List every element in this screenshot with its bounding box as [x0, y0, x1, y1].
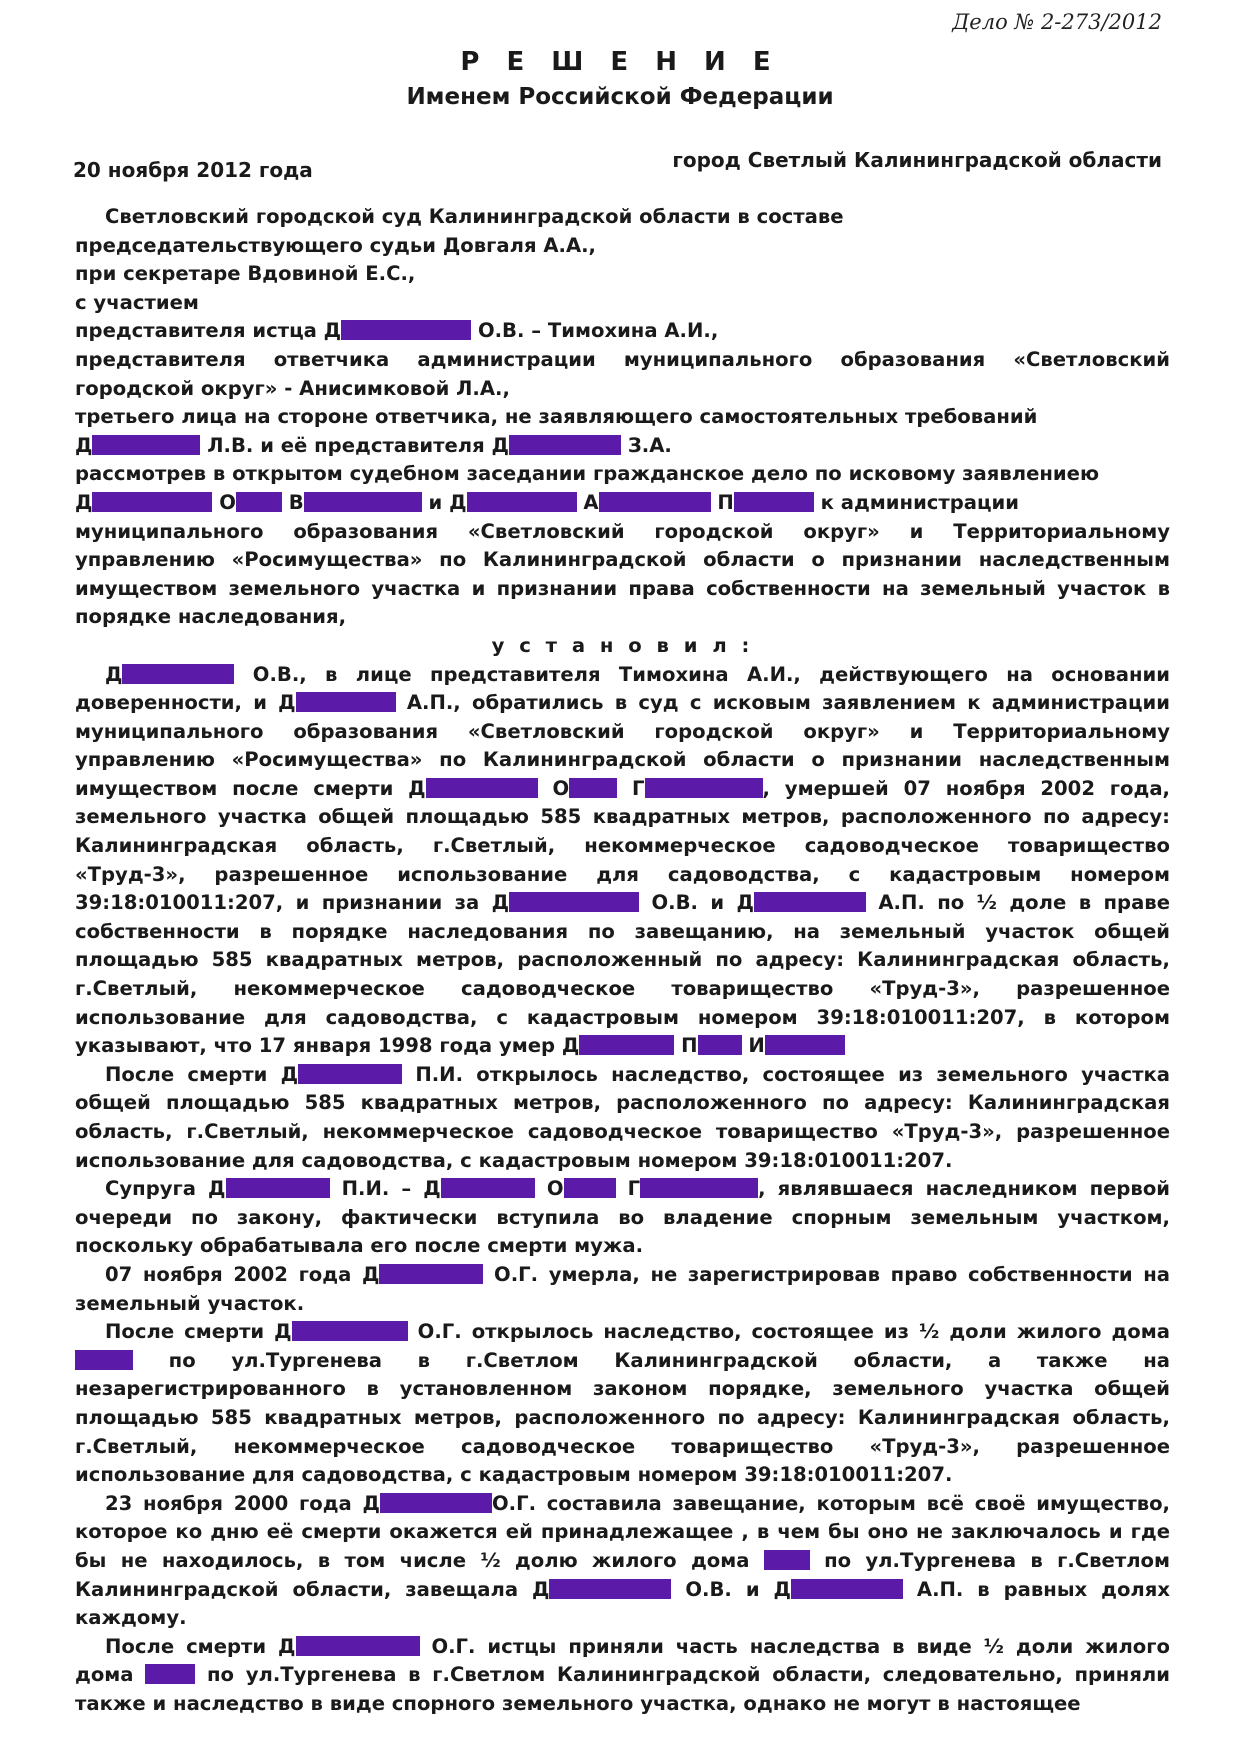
redaction-bar	[467, 492, 577, 512]
redaction-bar	[296, 1636, 420, 1656]
defendant-representative-line: представителя ответчика администрации муниципального образования «Светловский городской округ» - Анисимковой Л.А.,	[75, 347, 1170, 400]
text-span: А	[583, 490, 599, 514]
redaction-bar	[765, 1035, 845, 1055]
paragraph-inheritance	[75, 1061, 1170, 1175]
redaction-bar	[298, 1064, 402, 1084]
text-span: Супруга Д	[105, 1177, 226, 1201]
text-span: по ул.Тургенева в г.Светлом Калининградской области, а также на незарегистрированного в установленном законом порядке, земельного участка общей площадью 585 квадратных метров, расположенного по адресу: Калининградская область, г.Светлый, некоммерческое садоводческое товарищество «Труд-3», разрешенное использование для садоводства, с кадастровым номером 39:18:010011:207.	[75, 1348, 1170, 1487]
text-span: П.И. – Д	[341, 1177, 441, 1201]
redaction-bar	[145, 1664, 195, 1684]
redaction-bar	[509, 892, 639, 912]
established-heading: у с т а н о в и л :	[491, 633, 754, 657]
redaction-bar	[754, 892, 866, 912]
text-span: П	[681, 1034, 698, 1058]
redaction-bar	[380, 1493, 492, 1513]
redaction-bar	[304, 492, 422, 512]
participation-line: с участием	[75, 290, 199, 314]
third-party-name-line	[75, 432, 1170, 461]
redaction-bar	[645, 778, 763, 798]
judge-line: председательствующего судьи Довгаля А.А.,	[75, 233, 597, 257]
third-party-line: третьего лица на стороне ответчика, не заявляющего самостоятельных требований	[75, 405, 1038, 429]
decision-date: 20 ноября 2012 года	[73, 158, 313, 182]
text-span: О.В. – Тимохина А.И.,	[477, 319, 719, 343]
redaction-bar	[640, 1178, 758, 1198]
case-number: Дело № 2-273/2012	[952, 10, 1162, 34]
text-span: представителя истца Д	[75, 319, 342, 343]
text-span: Г	[627, 1177, 641, 1201]
case-review-line: рассмотрев в открытом судебном заседании гражданское дело по исковому заявлениею	[75, 462, 1099, 486]
plaintiff-representative-line	[75, 317, 1170, 346]
text-span: к администрации	[820, 490, 1020, 514]
redaction-bar	[426, 778, 538, 798]
text-span: А.П., обратились в суд с исковым заявлением к администрации муниципального образования «Светловский городской округ» и Территориальному управлению «Росимущества» по Калининградской области о признании наследственным имуществом после смерти Д	[75, 691, 1170, 800]
text-span: О.В., в лице представителя Тимохина А.И., действующего на основании доверенности, и Д	[75, 662, 1170, 715]
redaction-bar	[564, 1178, 616, 1198]
text-span: , являвшаеся наследником первой очереди по закону, фактически вступила во владение спорным земельным участком, поскольку обрабатывала его после смерти мужа.	[75, 1177, 1171, 1258]
claim-subject-line: муниципального образования «Светловский городской округ» и Территориальному управлению «Росимущества» по Калининградской области о признании наследственным имуществом земельного участка и признании права собственности на земельный участок в порядке наследования,	[75, 519, 1170, 629]
redaction-bar	[599, 492, 711, 512]
paragraph-will	[75, 1490, 1170, 1633]
redaction-bar	[296, 692, 396, 712]
text-span: О.Г. умерла, не зарегистрировав право собственности на земельный участок.	[75, 1262, 1170, 1315]
text-span: П.И. открылось наследство, состоящее из земельного участка общей площадью 585 квадратных метров, расположенного по адресу: Калининградская область, г.Светлый, некоммерческое садоводческое товарищество «Труд-3», разрешенное использование для садоводства, с кадастровым номером 39:18:010011:207.	[75, 1062, 1171, 1172]
secretary-line: при секретаре Вдовиной Е.С.,	[75, 262, 416, 286]
redaction-bar	[698, 1035, 742, 1055]
text-span: Д	[75, 490, 93, 514]
text-span: О.Г. открылось наследство, состоящее из ½ доли жилого дома	[417, 1320, 1170, 1344]
redaction-bar	[734, 492, 814, 512]
redaction-bar	[764, 1550, 810, 1570]
text-span: А.П. по ½ доле в праве собственности в порядке наследования по завещанию, на земельный участок общей площадью 585 квадратных метров, расположенный по адресу: Калининградская область, г.Светлый, некоммерческое садоводческое товарищество «Труд-3», разрешенное использование для садоводства, с кадастровым номером 39:18:010011:207, в котором указывают, что 17 января 1998 года умер Д	[75, 891, 1170, 1058]
text-span: О	[552, 776, 570, 800]
text-span: по ул.Тургенева в г.Светлом Калининградской области, следовательно, приняли также и наследство в виде спорного земельного участка, однако не могут в настоящее	[75, 1663, 1170, 1715]
text-span: Г	[632, 776, 645, 800]
redaction-bar	[579, 1035, 674, 1055]
redaction-bar	[122, 664, 234, 684]
paragraph-claim	[75, 661, 1170, 1061]
paragraph-spouse	[75, 1175, 1170, 1261]
text-span: После смерти Д	[105, 1320, 292, 1344]
text-span: После смерти Д	[105, 1062, 299, 1086]
redaction-bar	[569, 778, 617, 798]
redaction-bar	[379, 1264, 483, 1284]
redaction-bar	[226, 1178, 330, 1198]
text-span: Д	[75, 433, 93, 457]
document-title: Р Е Ш Е Н И Е	[460, 47, 780, 77]
text-span: О.В. и Д	[685, 1577, 791, 1601]
redaction-bar	[341, 320, 471, 340]
text-span: 07 ноября 2002 года Д	[105, 1262, 380, 1286]
court-line: Светловский городской суд Калининградской области в составе	[105, 205, 844, 228]
redaction-bar	[75, 1350, 133, 1370]
text-span: и Д	[428, 490, 467, 514]
text-span: О	[219, 490, 236, 514]
redaction-bar	[92, 492, 212, 512]
text-span: Л.В. и её представителя Д	[207, 433, 509, 457]
text-span: А.П. в равных долях каждому.	[75, 1577, 1170, 1630]
redaction-bar	[92, 435, 200, 455]
paragraph-estate	[75, 1318, 1170, 1490]
plaintiffs-names-line	[75, 489, 1170, 518]
paragraph-acceptance	[75, 1633, 1170, 1719]
text-span: З.А.	[627, 433, 672, 457]
text-span: по ул.Тургенева в г.Светлом Калининградской области, завещала Д	[75, 1548, 1171, 1601]
redaction-bar	[549, 1579, 671, 1599]
text-span: И	[748, 1034, 765, 1058]
text-span: П	[717, 490, 734, 514]
paragraph-death	[75, 1261, 1170, 1318]
document-subtitle: Именем Российской Федерации	[406, 84, 834, 110]
redaction-bar	[441, 1178, 535, 1198]
decision-body	[75, 203, 1170, 1718]
text-span: , умершей 07 ноября 2002 года, земельного участка общей площадью 585 квадратных метров, расположенного по адресу: Калининградская область, г.Светлый, некоммерческое садоводческое товарищество «Труд-3», разрешенное использование для садоводства, с кадастровым номером 39:18:010011:207, и признании за Д	[75, 776, 1170, 915]
redaction-bar	[292, 1321, 408, 1341]
decision-city: город Светлый Калининградской области	[672, 148, 1162, 172]
text-span: О.Г. составила завещание, которым всё своё имущество, которое ко дню её смерти окажется ей принадлежащее , в чем бы оно не заключалось и где бы не находилось, в том числе ½ долю жилого дома	[75, 1491, 1171, 1572]
text-span: 23 ноября 2000 года Д	[105, 1491, 380, 1515]
text-span: О	[546, 1177, 564, 1201]
text-span: О.Г. истцы приняли часть наследства в виде ½ доли жилого дома	[75, 1634, 1170, 1687]
redaction-bar	[236, 492, 282, 512]
text-span: После смерти Д	[105, 1634, 296, 1658]
text-span: В	[288, 490, 304, 514]
text-span: О.В. и Д	[651, 891, 754, 915]
text-span: Д	[105, 662, 123, 686]
redaction-bar	[791, 1579, 903, 1599]
redaction-bar	[509, 435, 621, 455]
